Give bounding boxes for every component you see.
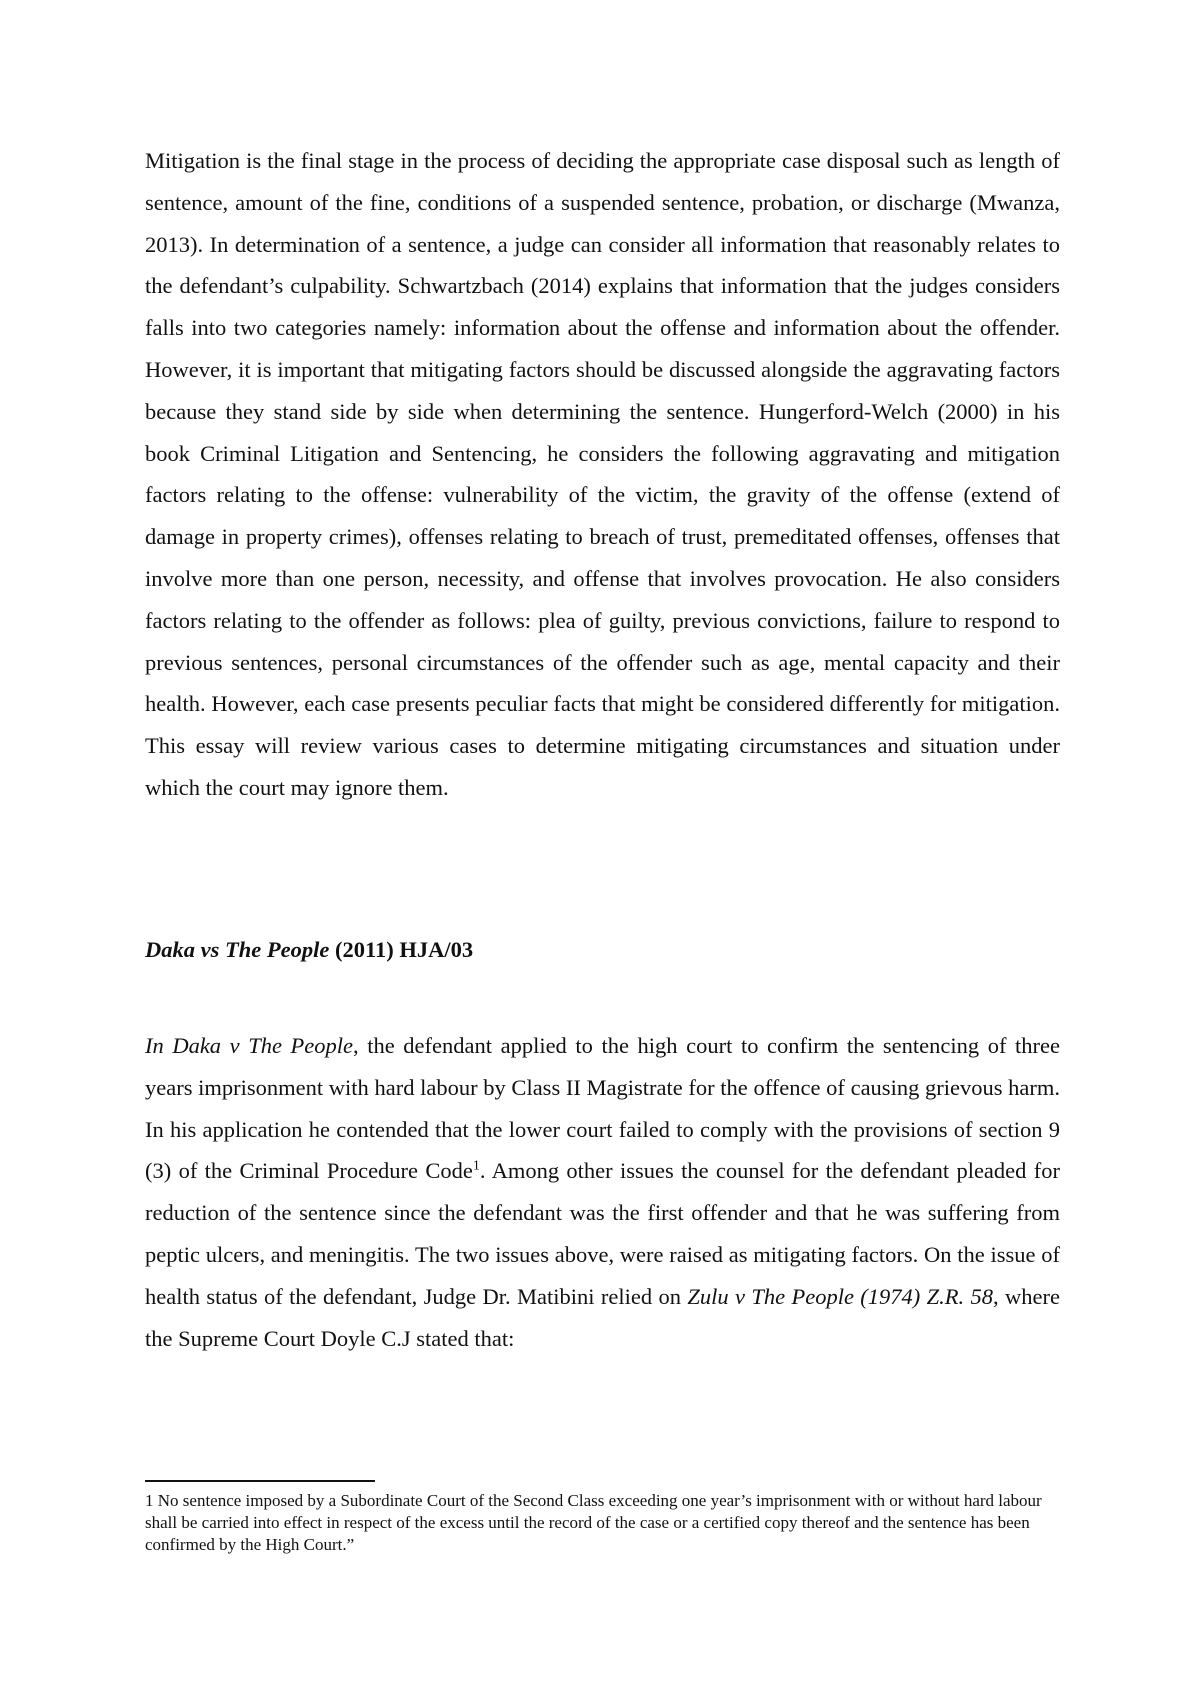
intro-paragraph: Mitigation is the final stage in the process of deciding the appropriate case disposal such as length of sentence, amount of the fine, conditions of a suspended sentence, probation, or discharge (Mwanza, 2013). In determination of a sentence, a judge can consider all information that reasonably relates to the defendant’s culpability. Schwartzbach (2014) explains that information that the judges considers falls into two categories namely: information about the offense and information about the offender. However, it is important that mitigating factors should be discussed alongside the aggravating factors because they stand side by side when determining the sentence. Hungerford-Welch (2000) in his book Criminal Litigation and Sentencing, he considers the following aggravating and mitigation factors relating to the offense: vulnerability of the victim, the gravity of the offense (extend of damage in property crimes), offenses relating to breach of trust, premeditated offenses, offenses that involve more than one person, necessity, and offense that involves provocation. He also considers factors relating to the offender as follows: plea of guilty, previous convictions, failure to respond to previous sentences, personal circumstances of the offender such as age, mental capacity and their health. However, each case presents peculiar facts that might be considered differently for mitigation. This essay will review various cases to determine mitigating circumstances and situation under which the court may ignore them. [145,148,1060,800]
footnote-1: 1 No sentence imposed by a Subordinate Court of the Second Class exceeding one year’s imprisonment with or without hard labour shall be carried into effect in respect of the excess until the record of the case or a certified copy thereof and the sentence has been confirmed by the High Court.” [145,1491,1042,1554]
case-heading [145,935,473,965]
daka-case-reference: In Daka v The People [145,1033,354,1058]
case-heading-citation: (2011) HJA/03 [329,937,474,962]
footnote-separator [145,1480,375,1482]
daka-text-3: , where the Supreme Court Doyle C.J stated that: [145,1283,1061,1351]
case-heading-name: Daka vs The People [145,937,330,962]
daka-text-1: , the defendant applied to the high court to confirm the sentencing of three years imprisonment with hard labour by Class II Magistrate for the offence of causing grievous harm. In his application he contended that the lower court failed to comply with the provisions of section 9 (3) of the Criminal Procedure Code [145,1033,1060,1184]
cited-case-zulu: Zulu v The People (1974) Z.R. 58 [687,1283,994,1309]
daka-text-2: . Among other issues the counsel for the defendant pleaded for reduction of the sentence since the defendant was the first offender and that he was suffering from peptic ulcers, and meningitis. The two issues above, were raised as mitigating factors. On the issue of health status of the defendant, Judge Dr. Matibini relied on [145,1158,1060,1309]
footnote-reference-mark[interactable]: 1 [472,1158,480,1174]
daka-paragraph [145,1025,1060,1359]
